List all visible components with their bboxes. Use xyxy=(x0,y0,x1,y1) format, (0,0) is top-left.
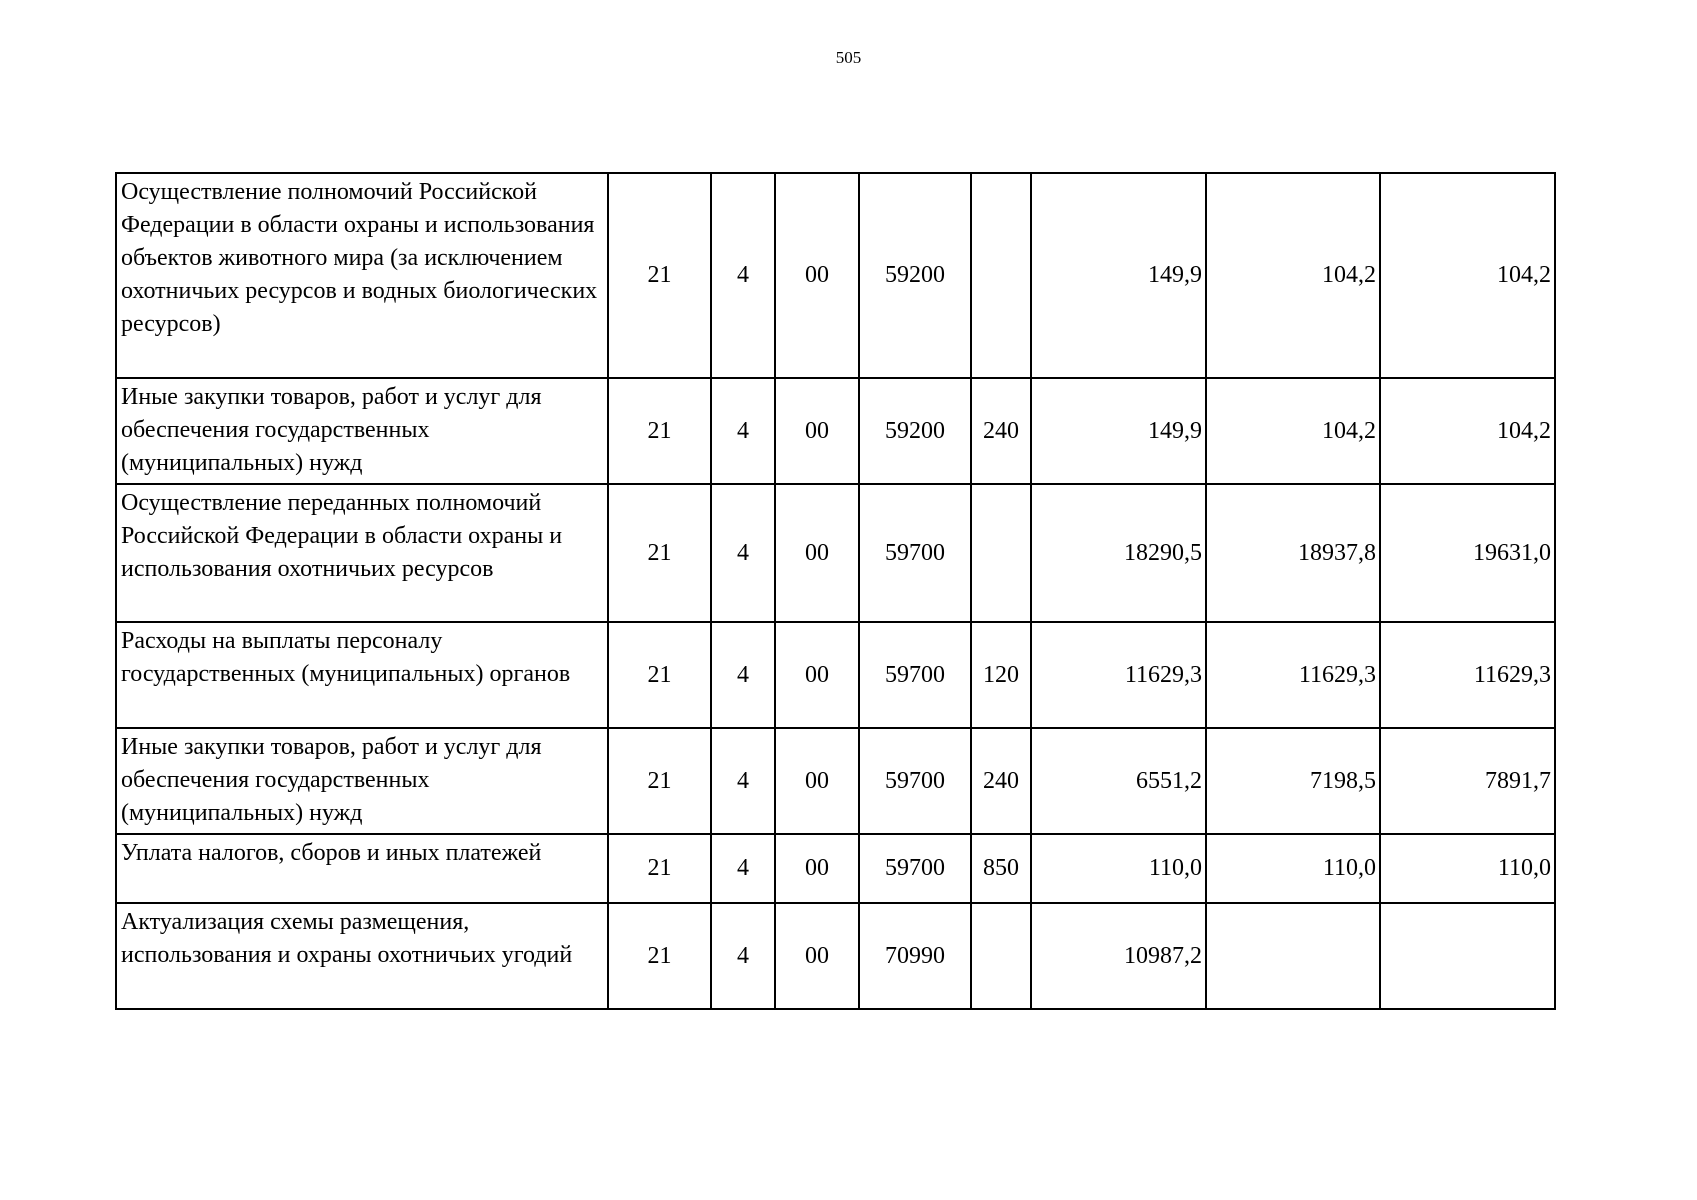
code-cell: 70990 xyxy=(859,903,971,1009)
code-cell: 4 xyxy=(711,903,775,1009)
code-cell: 240 xyxy=(971,728,1031,834)
code-cell: 21 xyxy=(608,622,711,728)
amount-cell: 11629,3 xyxy=(1031,622,1206,728)
amount-cell: 104,2 xyxy=(1206,173,1380,378)
code-cell: 240 xyxy=(971,378,1031,484)
amount-cell: 19631,0 xyxy=(1380,484,1555,622)
code-cell: 21 xyxy=(608,834,711,903)
code-cell: 21 xyxy=(608,378,711,484)
code-cell: 00 xyxy=(775,903,859,1009)
code-cell: 59700 xyxy=(859,622,971,728)
amount-cell: 11629,3 xyxy=(1380,622,1555,728)
code-cell: 00 xyxy=(775,484,859,622)
row-description: Уплата налогов, сборов и иных платежей xyxy=(116,834,608,903)
amount-cell: 7891,7 xyxy=(1380,728,1555,834)
row-description: Актуализация схемы размещения, использования и охраны охотничьих угодий xyxy=(116,903,608,1009)
code-cell: 59700 xyxy=(859,728,971,834)
code-cell: 59200 xyxy=(859,173,971,378)
amount-cell xyxy=(1380,903,1555,1009)
code-cell: 21 xyxy=(608,173,711,378)
amount-cell: 149,9 xyxy=(1031,378,1206,484)
code-cell: 00 xyxy=(775,728,859,834)
row-description: Осуществление переданных полномочий Российской Федерации в области охраны и использования охотничьих ресурсов xyxy=(116,484,608,622)
code-cell: 21 xyxy=(608,903,711,1009)
code-cell: 59700 xyxy=(859,484,971,622)
code-cell: 59700 xyxy=(859,834,971,903)
code-cell xyxy=(971,484,1031,622)
amount-cell: 7198,5 xyxy=(1206,728,1380,834)
table-row xyxy=(116,622,1555,728)
code-cell xyxy=(971,903,1031,1009)
amount-cell: 110,0 xyxy=(1206,834,1380,903)
amount-cell: 10987,2 xyxy=(1031,903,1206,1009)
table-row xyxy=(116,378,1555,484)
amount-cell: 6551,2 xyxy=(1031,728,1206,834)
code-cell: 21 xyxy=(608,484,711,622)
code-cell: 4 xyxy=(711,622,775,728)
code-cell: 4 xyxy=(711,484,775,622)
amount-cell: 104,2 xyxy=(1206,378,1380,484)
amount-cell: 18290,5 xyxy=(1031,484,1206,622)
code-cell: 4 xyxy=(711,378,775,484)
table-row xyxy=(116,903,1555,1009)
table-row xyxy=(116,173,1555,378)
amount-cell: 18937,8 xyxy=(1206,484,1380,622)
code-cell: 850 xyxy=(971,834,1031,903)
budget-table xyxy=(115,172,1556,1010)
amount-cell: 104,2 xyxy=(1380,378,1555,484)
code-cell: 00 xyxy=(775,834,859,903)
table-row xyxy=(116,728,1555,834)
code-cell xyxy=(971,173,1031,378)
code-cell: 59200 xyxy=(859,378,971,484)
amount-cell: 104,2 xyxy=(1380,173,1555,378)
code-cell: 4 xyxy=(711,834,775,903)
code-cell: 4 xyxy=(711,173,775,378)
amount-cell: 149,9 xyxy=(1031,173,1206,378)
page-number: 505 xyxy=(835,48,862,67)
amount-cell xyxy=(1206,903,1380,1009)
amount-cell: 11629,3 xyxy=(1206,622,1380,728)
code-cell: 00 xyxy=(775,378,859,484)
row-description: Расходы на выплаты персоналу государственных (муниципальных) органов xyxy=(116,622,608,728)
code-cell: 00 xyxy=(775,622,859,728)
table-row xyxy=(116,484,1555,622)
code-cell: 21 xyxy=(608,728,711,834)
amount-cell: 110,0 xyxy=(1380,834,1555,903)
code-cell: 00 xyxy=(775,173,859,378)
table-row xyxy=(116,834,1555,903)
amount-cell: 110,0 xyxy=(1031,834,1206,903)
row-description: Иные закупки товаров, работ и услуг для обеспечения государственных (муниципальных) нужд xyxy=(116,728,608,834)
code-cell: 4 xyxy=(711,728,775,834)
row-description: Иные закупки товаров, работ и услуг для обеспечения государственных (муниципальных) нужд xyxy=(116,378,608,484)
row-description: Осуществление полномочий Российской Федерации в области охраны и использования объектов животного мира (за исключением охотничьих ресурсов и водных биологических ресурсов) xyxy=(116,173,608,378)
code-cell: 120 xyxy=(971,622,1031,728)
